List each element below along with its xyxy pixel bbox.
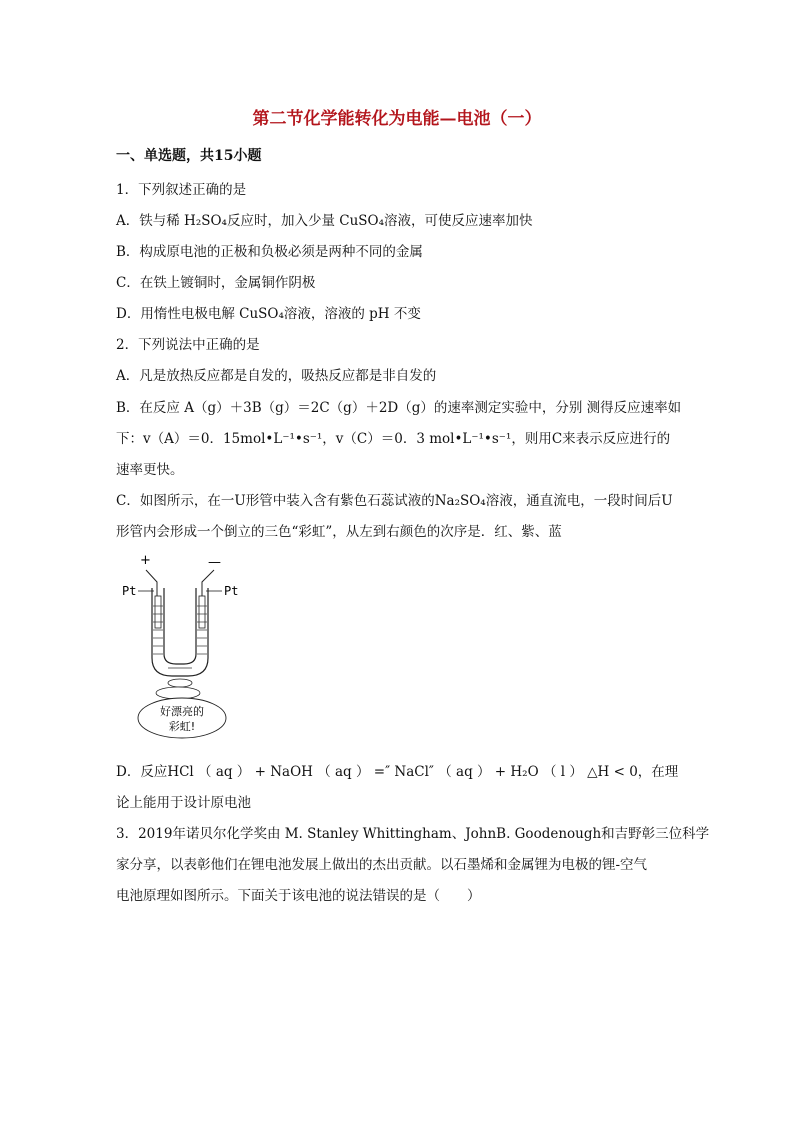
q2-option-d-line1: D．反应HCl （ aq ） + NaOH （ aq ） =″ NaCl″ （ aq ） + H₂O （ l ） △H < 0，在理 (116, 764, 679, 780)
q2-option-b-line1: B．在反应 A（g）＋3B（g）＝2C（g）＋2D（g）的速率测定实验中，分别 测得反应速率如 (116, 400, 682, 416)
q2-option-b-line2: 下：v（A）＝0．15mol•L⁻¹•s⁻¹，v（C）＝0．3 mol•L⁻¹•s⁻¹，则用C来表示反应进行的 (116, 431, 671, 447)
right-electrode-label: Pt (224, 584, 239, 598)
bubble-text-line1: 好漂亮的 (160, 705, 204, 718)
q1-stem: 1．下列叙述正确的是 (116, 182, 247, 198)
bubble-text-line2: 彩虹! (168, 720, 196, 733)
u-tube-figure (116, 548, 256, 744)
section-heading: 一、单选题，共15小题 (116, 148, 262, 164)
q3-line2: 家分享，以表彰他们在锂电池发展上做出的杰出贡献。以石墨烯和金属锂为电极的锂-空气 (116, 857, 648, 873)
q2-option-c-line2: 形管内会形成一个倒立的三色“彩虹”，从左到右颜色的次序是．红、紫、蓝 (116, 524, 562, 540)
q1-option-b: B．构成原电池的正极和负极必须是两种不同的金属 (116, 244, 423, 260)
plus-sign: + (140, 553, 151, 568)
q3-line1: 3．2019年诺贝尔化学奖由 M. Stanley Whittingham、JohnB. Goodenough和吉野彰三位科学 (116, 826, 710, 842)
q2-option-c-line1: C．如图所示，在一U形管中装入含有紫色石蕊试液的Na₂SO₄溶液，通直流电，一段时间后U (116, 493, 673, 509)
q3-line3: 电池原理如图所示。下面关于该电池的说法错误的是（ ） (116, 888, 481, 904)
q2-option-a: A．凡是放热反应都是自发的，吸热反应都是非自发的 (116, 368, 437, 384)
q2-option-b-line3: 速率更快。 (116, 462, 184, 478)
q1-option-d: D．用惰性电极电解 CuSO₄溶液，溶液的 pH 不变 (116, 306, 421, 322)
q1-option-c: C．在铁上镀铜时，金属铜作阴极 (116, 275, 316, 291)
u-tube-diagram (116, 548, 256, 744)
q2-stem: 2．下列说法中正确的是 (116, 337, 260, 353)
q1-option-a: A．铁与稀 H₂SO₄反应时，加入少量 CuSO₄溶液，可使反应速率加快 (116, 213, 533, 229)
q2-option-d-line2: 论上能用于设计原电池 (116, 795, 251, 811)
left-electrode-label: Pt (122, 584, 137, 598)
document-title: 第二节化学能转化为电能—电池（一） (252, 109, 542, 129)
minus-sign: — (208, 555, 221, 570)
